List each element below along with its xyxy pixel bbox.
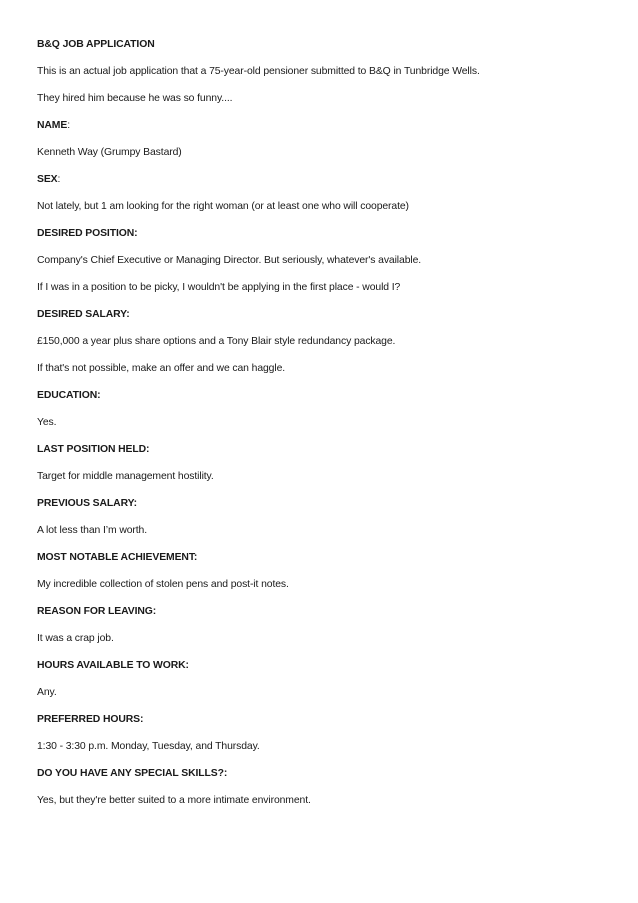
special-skills-value: Yes, but they're better suited to a more intimate environment. (37, 795, 311, 806)
last-position-label: LAST POSITION HELD: (37, 444, 150, 455)
name-value: Kenneth Way (Grumpy Bastard) (37, 147, 182, 158)
desired-position-value: Company's Chief Executive or Managing Director. But seriously, whatever's available. (37, 255, 422, 266)
document-title: B&Q JOB APPLICATION (37, 39, 155, 50)
achievement-value: My incredible collection of stolen pens and post-it notes. (37, 579, 289, 590)
desired-salary-value: If that's not possible, make an offer and we can haggle. (37, 363, 286, 374)
previous-salary-label: PREVIOUS SALARY: (37, 498, 138, 509)
sex-colon: : (57, 174, 61, 185)
achievement-label: MOST NOTABLE ACHIEVEMENT: (37, 552, 198, 563)
education-value: Yes. (37, 417, 57, 428)
hours-available-value: Any. (37, 687, 57, 698)
desired-position-label: DESIRED POSITION: (37, 228, 138, 239)
previous-salary-value: A lot less than I’m worth. (37, 525, 148, 536)
desired-salary-value: £150,000 a year plus share options and a Tony Blair style redundancy package. (37, 336, 396, 347)
desired-salary-label: DESIRED SALARY: (37, 309, 130, 320)
special-skills-label: DO YOU HAVE ANY SPECIAL SKILLS?: (37, 768, 228, 779)
preferred-hours-value: 1:30 - 3:30 p.m. Monday, Tuesday, and Thursday. (37, 741, 260, 752)
last-position-value: Target for middle management hostility. (37, 471, 214, 482)
education-label: EDUCATION: (37, 390, 101, 401)
reason-for-leaving-label: REASON FOR LEAVING: (37, 606, 157, 617)
sex-heading (37, 173, 607, 186)
intro-line: They hired him because he was so funny.... (37, 93, 233, 104)
name-label: NAME (37, 120, 68, 131)
preferred-hours-label: PREFERRED HOURS: (37, 714, 144, 725)
hours-available-label: HOURS AVAILABLE TO WORK: (37, 660, 189, 671)
name-heading (37, 119, 607, 132)
intro-line: This is an actual job application that a 75-year-old pensioner submitted to B&Q in Tunbridge Wells. (37, 66, 480, 77)
desired-position-value: If I was in a position to be picky, I wouldn't be applying in the first place - would I? (37, 282, 401, 293)
reason-for-leaving-value: It was a crap job. (37, 633, 114, 644)
document-page (37, 38, 607, 821)
sex-value: Not lately, but 1 am looking for the right woman (or at least one who will cooperate) (37, 201, 409, 212)
name-colon: : (67, 120, 70, 131)
sex-label: SEX (37, 174, 58, 185)
